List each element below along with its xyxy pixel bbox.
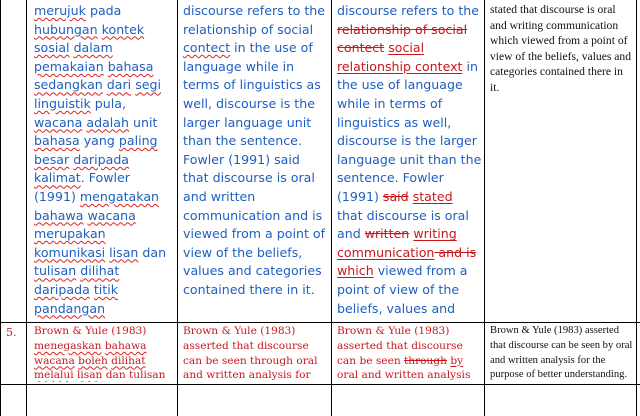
spellcheck-word: bahawa <box>34 207 84 223</box>
spellcheck-word: daripada <box>73 151 130 167</box>
deleted-text: relationship of social contect <box>337 21 468 56</box>
row-number: 5. <box>6 326 17 339</box>
table-border-right <box>636 0 637 416</box>
text-run: pada <box>85 3 122 18</box>
spellcheck-word: linguistik <box>34 95 91 111</box>
spellcheck-word: besar <box>34 151 70 167</box>
spellcheck-word: tulisan <box>34 263 77 279</box>
spellcheck-word: sosial <box>34 40 70 56</box>
cell-english-translation-5: Brown & Yule (1983) asserted that discourse can be seen through oral and written analysis for <box>183 325 318 382</box>
spellcheck-word: melalui <box>34 369 74 382</box>
spellcheck-word: merujuk <box>34 3 86 18</box>
text-run: in the use of language while in terms of linguistics as well, discourse is the larger language unit than the sentence. Fowler (1991) <box>337 58 482 204</box>
spellcheck-word: mengatakan <box>79 188 160 204</box>
spellcheck-word: adalah <box>86 114 130 130</box>
spellcheck-word: sedangkan <box>34 77 103 93</box>
inserted-text: stated <box>412 188 453 204</box>
cell-final-translation: stated that discourse is oral and writing communication which viewed from a point of view of the beliefs, values and categories contained there in it. <box>490 3 632 94</box>
cell-indonesian-source-5 <box>34 324 175 382</box>
text-run <box>115 319 123 320</box>
text-run: . Fowler (1991) <box>34 170 130 204</box>
table-border-col1 <box>26 0 27 416</box>
spellcheck-word: komunikasi <box>34 244 106 260</box>
spellcheck-word: boleh <box>78 354 108 367</box>
spellcheck-word: bahawa <box>104 339 147 352</box>
spellcheck-word: bahasa <box>107 58 154 74</box>
spellcheck-word: bahasa <box>34 133 80 149</box>
spellcheck-word: dilihat <box>80 263 120 279</box>
table-border-col3 <box>331 0 332 416</box>
spellcheck-word: contect <box>183 40 231 56</box>
text-run: dan <box>138 244 167 260</box>
inserted-text: social relationship context <box>337 40 463 74</box>
spellcheck-word: menegaskan <box>34 339 102 352</box>
table-border-col4 <box>484 0 485 416</box>
text-run: unit <box>129 114 158 130</box>
cell-revised-translation <box>337 2 482 320</box>
deleted-text: and is <box>434 244 477 260</box>
spellcheck-word: merupakan <box>34 226 106 242</box>
spellcheck-word: wacana <box>34 114 83 130</box>
spellcheck-word: dilihat <box>111 354 146 367</box>
deleted-text: written <box>364 226 410 242</box>
cell-revised-translation-5 <box>337 324 482 382</box>
table-border-bottom <box>0 384 640 385</box>
table-border-col2 <box>177 0 178 416</box>
cell-final-translation-5: Brown & Yule (1983) asserted that discourse can be seen by oral and written analysis for the purpose of better understanding. <box>490 325 633 381</box>
spellcheck-word: lisan <box>77 369 103 382</box>
spellcheck-word: wacana <box>34 354 75 367</box>
spellcheck-word: paling <box>118 133 158 149</box>
text-run: viewed from a point of view of the beliefs, values and <box>337 263 468 316</box>
text-run: that discourse is oral and <box>337 207 469 242</box>
text-run: pula, <box>90 95 126 111</box>
cell-indonesian-source <box>34 2 175 320</box>
spellcheck-word: daripada <box>34 281 90 297</box>
text-run: Brown & Yule (1983) asserted that discourse can be seen <box>337 325 463 367</box>
text-run: Brown & Yule (1983) <box>34 325 147 337</box>
text-run: in the use of language while in terms of linguistics as well, discourse is the larger language unit than the sentence. Fowler (1991) said that discourse is oral and written communication and is viewed from a point of view of the beliefs, values and categories contained there in it. <box>183 40 326 297</box>
text-run: yang <box>79 133 119 149</box>
spellcheck-word: dari <box>106 77 132 93</box>
inserted-text: which <box>337 263 374 279</box>
spellcheck-word: hubungan <box>34 21 98 37</box>
text-run: dan tulisan <box>102 369 166 382</box>
spellcheck-word: wacana <box>87 207 136 223</box>
deleted-text: through <box>404 354 447 367</box>
spellcheck-word: lisan <box>109 244 139 260</box>
spellcheck-word: pemakaian <box>34 58 104 74</box>
spellcheck-word <box>34 319 115 320</box>
row-divider <box>0 322 640 323</box>
table-border-left <box>0 0 1 416</box>
text-run: discourse refers to the relationship of social <box>183 3 326 37</box>
spellcheck-word: pandangan <box>34 300 106 316</box>
spellcheck-word: kalimat <box>34 170 81 186</box>
spellcheck-word: segi <box>135 77 162 93</box>
spellcheck-word: titik <box>93 281 118 297</box>
text-run: oral and written analysis <box>337 369 471 382</box>
inserted-text: writing communication <box>337 226 457 260</box>
inserted-text: by <box>450 354 464 367</box>
spellcheck-word: kontek <box>101 21 145 37</box>
cell-english-translation <box>183 2 329 320</box>
text-run: discourse refers to the <box>337 3 480 18</box>
spellcheck-word: dalam <box>73 40 113 56</box>
deleted-text: said <box>382 188 409 204</box>
spellcheck-word <box>123 319 149 320</box>
